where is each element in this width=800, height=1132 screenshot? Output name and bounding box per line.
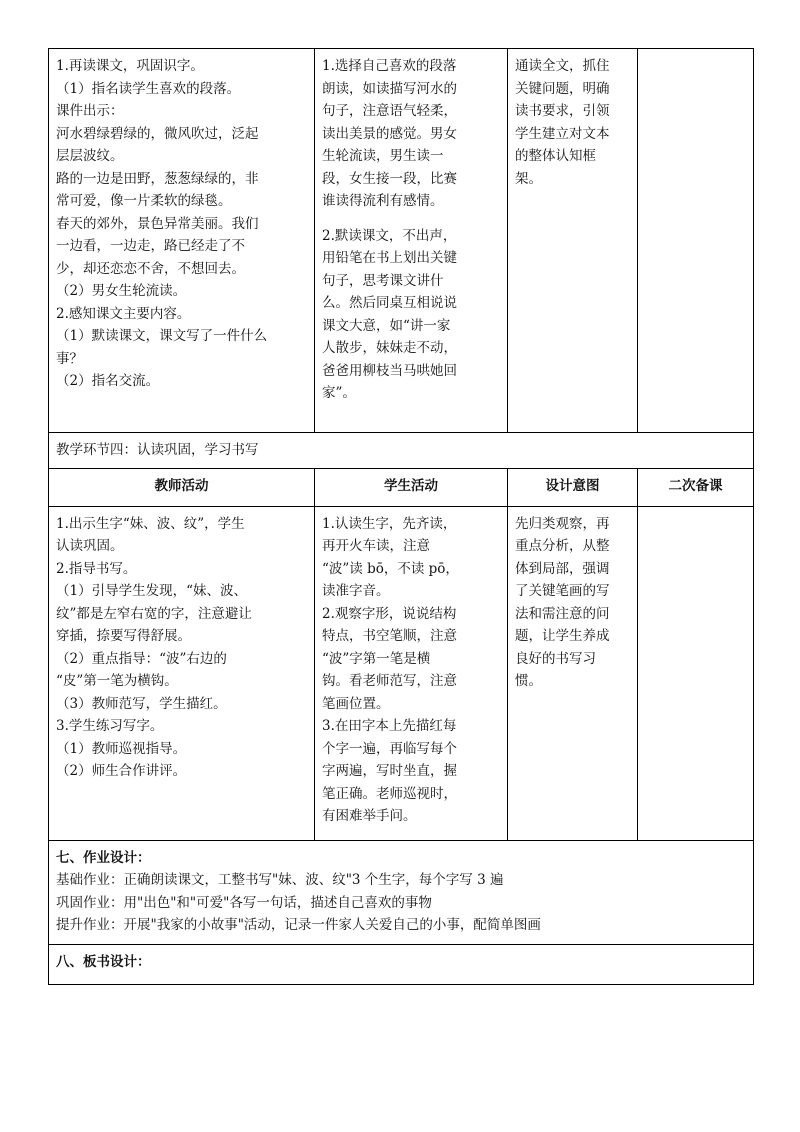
text-line: 课件出示：: [56, 103, 124, 119]
text-line: 朗读，如读描写河水的: [322, 80, 457, 97]
block2-intent-text: [515, 513, 630, 693]
text-line: 3.学生练习写字。: [56, 718, 164, 734]
text-line: 一边看，一边走，路已经走了不: [56, 238, 245, 254]
homework-advanced: 提升作业：开展"我家的小故事"活动，记录一件家人关爱自己的小事，配简单图画: [56, 917, 541, 933]
text-line: 读准字音。: [322, 583, 390, 599]
block1-teacher-cell: [49, 49, 315, 433]
text-line: （1）指名读学生喜欢的段落。: [56, 80, 241, 97]
text-line: 通读全文，抓住: [515, 58, 610, 74]
section4-title: 教学环节四：认读巩固，学习书写: [49, 433, 754, 469]
text-line: 事？: [56, 350, 83, 367]
text-line: 2.观察字形，说说结构: [322, 605, 457, 622]
lesson-plan-table: [48, 48, 754, 985]
text-line: “皮”第一笔为横钩。: [56, 673, 178, 689]
text-line: 人散步，妹妹走不动，: [322, 340, 457, 356]
header-teacher-activity: 教师活动: [49, 468, 315, 506]
text-line: 题，让学生养成: [515, 628, 610, 644]
text-line: 路的一边是田野，葱葱绿绿的，非: [56, 170, 259, 187]
block1-row: [49, 49, 754, 433]
text-line: 穿插，捺要写得舒展。: [56, 628, 191, 644]
text-line: 少，却还恋恋不舍，不想回去。: [56, 260, 245, 277]
text-line: 学生建立对文本: [515, 125, 610, 142]
header-second-prep: 二次备课: [638, 468, 754, 506]
text-line: 2.指导书写。: [56, 560, 137, 577]
text-line: 的整体认知框: [515, 148, 596, 164]
text-line: 纹”都是左窄右宽的字，注意避让: [56, 605, 252, 622]
text-line: 关键问题，明确: [515, 80, 610, 97]
text-line: 么。然后同桌互相说说: [322, 295, 457, 311]
text-line: 了关键笔画的写: [515, 583, 610, 599]
block2-intent-cell: [508, 506, 638, 840]
column-header-row: [49, 468, 754, 506]
text-line: 架。: [515, 170, 542, 187]
board-title: 八、板书设计：: [56, 953, 151, 970]
text-line: 生轮流读，男生读一: [322, 148, 444, 164]
block1-student-cell: [315, 49, 508, 433]
text-line: 常可爱，像一片柔软的绿毯。: [56, 193, 232, 209]
text-line: 特点，书空笔顺，注意: [322, 628, 457, 644]
text-line: “波”读 bō，不读 pō，: [322, 560, 459, 577]
block2-student-cell: [315, 506, 508, 840]
text-line: 1.选择自己喜欢的段落: [322, 58, 457, 74]
text-line: 再开火车读，注意: [322, 538, 430, 554]
text-line: （2）重点指导：“波”右边的: [56, 650, 227, 667]
homework-row: [49, 840, 754, 944]
board-cell: [49, 944, 754, 984]
homework-cell: [49, 840, 754, 944]
block1-intent-cell: [508, 49, 638, 433]
block2-row: [49, 506, 754, 840]
text-line: 法和需注意的问: [515, 605, 610, 622]
text-line: 认读巩固。: [56, 538, 124, 554]
text-line: 春天的郊外，景色异常美丽。我们: [56, 215, 259, 232]
text-line: 用铅笔在书上划出关键: [322, 250, 457, 266]
text-line: 钩。看老师范写，注意: [322, 673, 457, 689]
text-line: 河水碧绿碧绿的，微风吹过，泛起: [56, 125, 259, 142]
text-line: 重点分析，从整: [515, 538, 610, 554]
block2-second-cell: [638, 506, 754, 840]
text-line: 爸爸用柳枝当马哄她回: [322, 362, 457, 379]
text-line: 段，女生接一段，比赛: [322, 170, 457, 187]
block1-teacher-text: [56, 55, 307, 393]
text-line: 2.感知课文主要内容。: [56, 305, 191, 322]
text-line: 家”。: [322, 385, 356, 401]
block1-student-text: [322, 55, 500, 405]
text-line: 3.在田字本上先描红每: [322, 718, 457, 734]
text-line: （2）师生合作讲评。: [56, 763, 187, 779]
text-line: 笔画位置。: [322, 695, 390, 712]
text-line: 课文大意，如“讲一家: [322, 317, 451, 334]
paragraph-gap: [322, 213, 500, 225]
text-line: （1）引导学生发现，“妹、波、: [56, 583, 247, 599]
text-line: 个字一遍，再临写每个: [322, 740, 457, 757]
text-line: 1.再读课文，巩固识字。: [56, 58, 204, 74]
text-line: 谁读得流利有感情。: [322, 193, 444, 209]
block1-second-cell: [638, 49, 754, 433]
text-line: 有困难举手问。: [322, 808, 417, 824]
text-line: 读出美景的感觉。男女: [322, 125, 457, 142]
header-student-activity: 学生活动: [315, 468, 508, 506]
text-line: 字两遍，写时坐直，握: [322, 763, 457, 779]
text-line: （1）默读课文，课文写了一件什么: [56, 328, 268, 344]
homework-title: 七、作业设计：: [56, 849, 151, 866]
text-line: 1.出示生字“妹、波、纹”，学生: [56, 515, 245, 532]
text-line: 良好的书写习: [515, 650, 596, 667]
text-line: 1.认读生字，先齐读，: [322, 515, 457, 532]
text-line: 先归类观察，再: [515, 515, 610, 532]
header-design-intent: 设计意图: [508, 468, 638, 506]
text-line: 2.默读课文，不出声，: [322, 227, 457, 244]
text-line: 体到局部，强调: [515, 560, 610, 577]
text-line: “波”字第一笔是横: [322, 650, 431, 667]
block2-teacher-cell: [49, 506, 315, 840]
section4-row: [49, 433, 754, 469]
text-line: 读书要求，引领: [515, 103, 610, 119]
text-line: （2）指名交流。: [56, 373, 160, 389]
text-line: 层层波纹。: [56, 148, 124, 164]
text-line: 句子，注意语气轻柔，: [322, 103, 457, 119]
text-line: （2）男女生轮流读。: [56, 283, 187, 299]
text-line: （3）教师范写，学生描红。: [56, 695, 227, 712]
text-line: 惯。: [515, 673, 542, 689]
block2-teacher-text: [56, 513, 307, 783]
homework-consolidate: 巩固作业：用"出色"和"可爱"各写一句话，描述自己喜欢的事物: [56, 894, 432, 911]
board-row: [49, 944, 754, 984]
block1-intent-text: [515, 55, 630, 190]
homework-basic: 基础作业：正确朗读课文，工整书写"妹、波、纹"3 个生字，每个字写 3 遍: [56, 872, 504, 888]
text-line: （1）教师巡视指导。: [56, 740, 187, 757]
text-line: 句子，思考课文讲什: [322, 272, 444, 289]
block2-student-text: [322, 513, 500, 828]
text-line: 笔正确。老师巡视时，: [322, 785, 457, 802]
